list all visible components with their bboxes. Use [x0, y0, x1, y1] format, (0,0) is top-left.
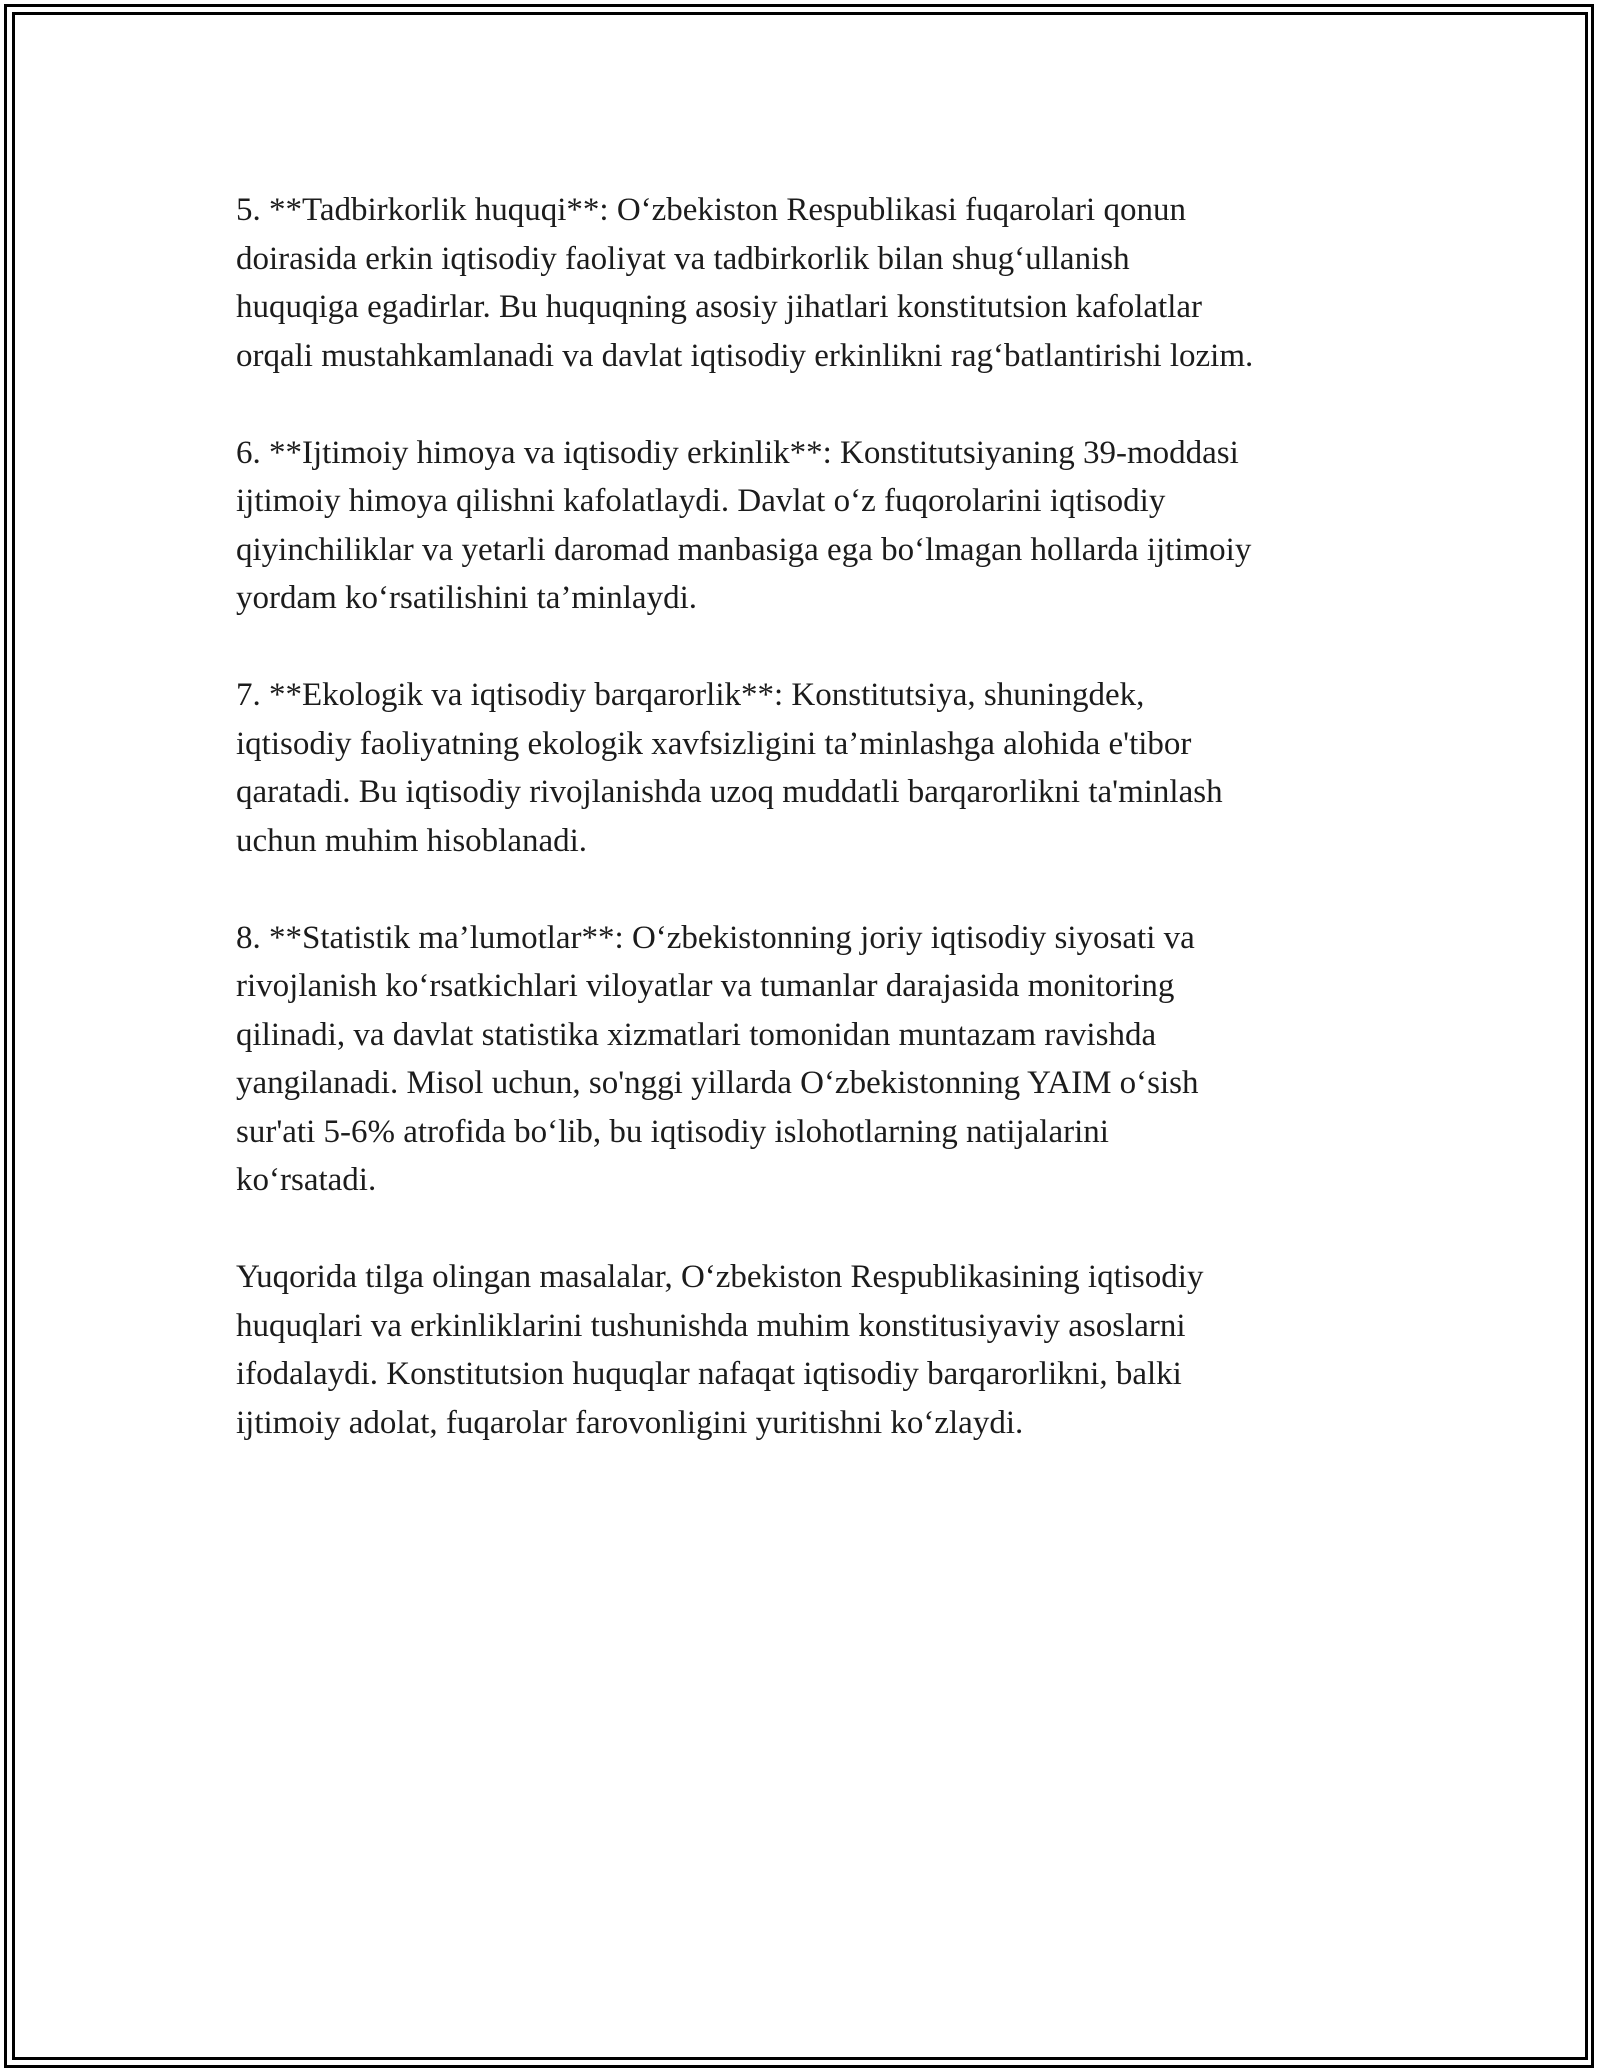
paragraph-social-protection: 6. **Ijtimoiy himoya va iqtisodiy erkinlik**: Konstitutsiyaning 39-moddasi ijtimoiy himoya qilishni kafolatlaydi. Davlat o‘z fuqorolarini iqtisodiy qiyinchiliklar va yetarli daromad manbasiga ega bo‘lmagan hollarda ijtimoiy yordam ko‘rsatilishini ta’minlaydi.: [236, 434, 1252, 616]
paragraph-entrepreneurship-right: 5. **Tadbirkorlik huquqi**: O‘zbekiston Respublikasi fuqarolari qonun doirasida erkin iqtisodiy faoliyat va tadbirkorlik bilan shug‘ullanish huquqiga egadirlar. Bu huquqning asosiy jihatlari konstitutsion kafolatlar orqali mustahkamlanadi va davlat iqtisodiy erkinlikni rag‘batlantirishi lozim.: [236, 192, 1254, 374]
document-body: [236, 186, 1396, 1496]
paragraph-statistical-data: 8. **Statistik ma’lumotlar**: O‘zbekistonning joriy iqtisodiy siyosati va rivojlanish ko‘rsatkichlari viloyatlar va tumanlar darajasida monitoring qilinadi, va davlat statistika xizmatlari tomonidan muntazam ravishda yangilanadi. Misol uchun, so'nggi yillarda O‘zbekistonning YAIM o‘sish sur'ati 5-6% atrofida bo‘lib, bu iqtisodiy islohotlarning natijalarini ko‘rsatadi.: [236, 919, 1199, 1198]
paragraph-conclusion: Yuqorida tilga olingan masalalar, O‘zbekiston Respublikasining iqtisodiy huquqlari va erkinliklarini tushunishda muhim konstitusiyaviy asoslarni ifodalaydi. Konstitutsion huquqlar nafaqat iqtisodiy barqarorlikni, balki ijtimoiy adolat, fuqarolar farovonligini yuritishni ko‘zlaydi.: [236, 1259, 1204, 1441]
paragraph-ecological-stability: 7. **Ekologik va iqtisodiy barqarorlik**: Konstitutsiya, shuningdek, iqtisodiy faoliyatning ekologik xavfsizligini ta’minlashga alohida e'tibor qaratadi. Bu iqtisodiy rivojlanishda uzoq muddatli barqarorlikni ta'minlash uchun muhim hisoblanadi.: [236, 677, 1223, 859]
